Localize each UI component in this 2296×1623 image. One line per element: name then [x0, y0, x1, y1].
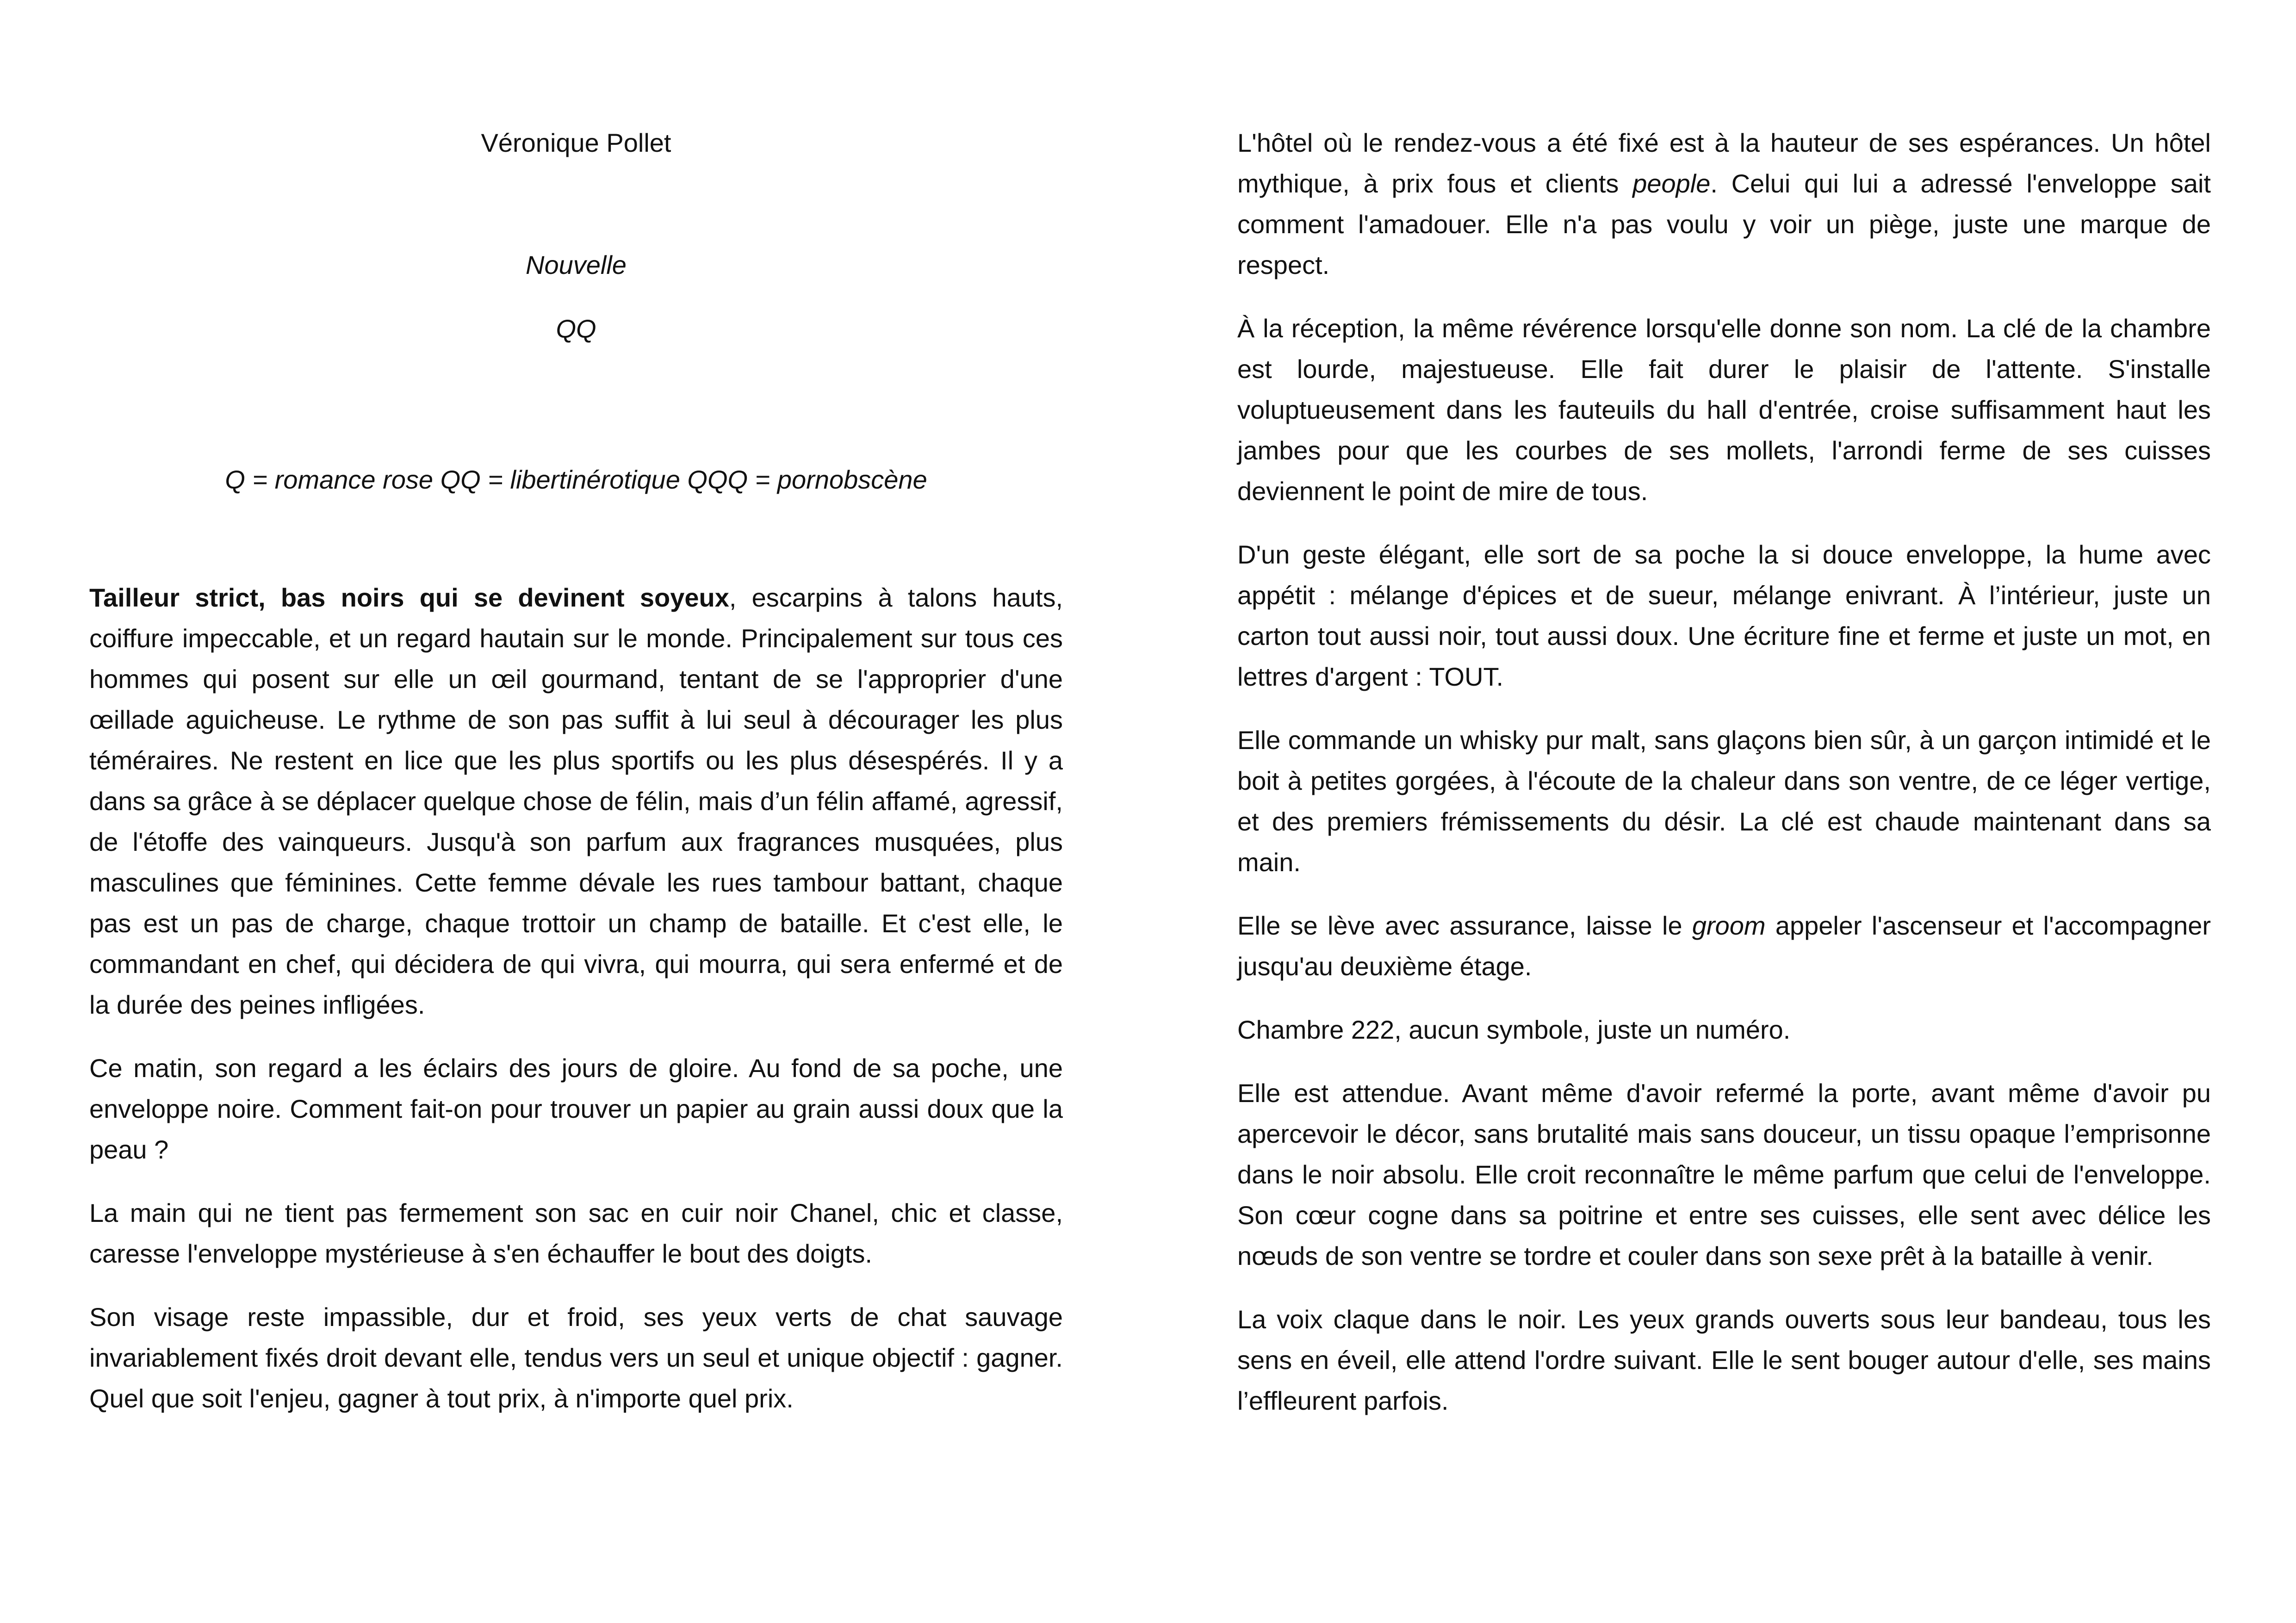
- right-column: [1237, 123, 2211, 1444]
- paragraph-text: Elle se lève avec assurance, laisse le: [1237, 911, 1692, 940]
- left-column: [89, 123, 1063, 1442]
- genre-label: Nouvelle: [526, 250, 627, 279]
- paragraph: [89, 577, 1063, 1025]
- paragraph: Son visage reste impassible, dur et froid, ses yeux verts de chat sauvage invariablement fixés droit devant elle, tendus vers un seul et unique objectif : gagner. Quel que soit l'enjeu, gagner à tout prix, à n'importe quel prix.: [89, 1302, 1063, 1413]
- paragraph-text: L'hôtel où le rendez-vous a été fixé est à la hauteur de ses espérances. Un hôtel mythique, à prix fous et clients: [1237, 128, 2211, 198]
- paragraph-text: . Celui qui lui a adressé l'enveloppe sait comment l'amadouer. Elle n'a pas voulu y voir un piège, juste une marque de respect.: [1237, 169, 2211, 279]
- paragraph: À la réception, la même révérence lorsqu'elle donne son nom. La clé de la chambre est lourde, majestueuse. Elle fait durer le plaisir de l'attente. S'installe voluptueusement dans les fauteuils du hall d'entrée, croise suffisamment haut les jambes pour que les courbes de ses mollets, l'arrondi ferme de ses cuisses deviennent le point de mire de tous.: [1237, 314, 2211, 506]
- paragraph: Elle est attendue. Avant même d'avoir refermé la porte, avant même d'avoir pu apercevoir le décor, sans brutalité mais sans douceur, un tissu opaque l’emprisonne dans le noir absolu. Elle croit reconnaître le même parfum que celui de l'enveloppe. Son cœur cogne dans sa poitrine et entre ses cuisses, elle sent avec délice les nœuds de son ventre se tordre et couler dans son sexe prêt à la bataille à venir.: [1237, 1078, 2211, 1270]
- paragraph: La voix claque dans le noir. Les yeux grands ouverts sous leur bandeau, tous les sens en éveil, elle attend l'ordre suivant. Elle le sent bouger autour d'elle, ses mains l’effleurent parfois.: [1237, 1305, 2211, 1415]
- paragraph: Elle commande un whisky pur malt, sans glaçons bien sûr, à un garçon intimidé et le boit à petites gorgées, à l'écoute de la chaleur dans son ventre, de ce léger vertige, et des premiers frémissements du désir. La clé est chaude maintenant dans sa main.: [1237, 725, 2211, 877]
- paragraph-lead-bold: Tailleur strict, bas noirs qui se devinent soyeux: [89, 583, 729, 612]
- paragraph: D'un geste élégant, elle sort de sa poche la si douce enveloppe, la hume avec appétit : mélange d'épices et de sueur, mélange enivrant. À l’intérieur, juste un carton tout aussi noir, tout aussi doux. Une écriture fine et ferme et juste un mot, en lettres d'argent : TOUT.: [1237, 540, 2211, 691]
- paragraph: [1237, 123, 2211, 285]
- rating-legend: Q = romance rose QQ = libertinérotique QQQ = pornobscène: [225, 465, 927, 494]
- italic-word: groom: [1692, 911, 1766, 940]
- paragraph: Chambre 222, aucun symbole, juste un numéro.: [1237, 1015, 1791, 1044]
- paragraph-text: appeler l'ascenseur et l'accompagner jusqu'au deuxième étage.: [1237, 911, 2211, 981]
- paragraph-text: , escarpins à talons hauts, coiffure impeccable, et un regard hautain sur le monde. Principalement sur tous ces hommes qui posent sur elle un œil gourmand, tentant de se l'approprier d'une œillade aguicheuse. Le rythme de son pas suffit à lui seul à décourager les plus téméraires. Ne restent en lice que les plus sportifs ou les plus désespérés. Il y a dans sa grâce à se déplacer quelque chose de félin, mais d’un félin affamé, agressif, de l'étoffe des vainqueurs. Jusqu'à son parfum aux fragrances musquées, plus masculines que féminines. Cette femme dévale les rues tambour battant, chaque pas est un pas de charge, chaque trottoir un champ de bataille. Et c'est elle, le commandant en chef, qui décidera de qui vivra, qui mourra, qui sera enfermé et de la durée des peines infligées.: [89, 583, 1063, 1019]
- italic-word: people: [1632, 169, 1711, 198]
- rating-label: QQ: [556, 314, 596, 343]
- paragraph: Ce matin, son regard a les éclairs des jours de gloire. Au fond de sa poche, une enveloppe noire. Comment fait-on pour trouver un papier au grain aussi doux que la peau ?: [89, 1053, 1063, 1164]
- paragraph: [1237, 905, 2211, 987]
- author-name: Véronique Pollet: [481, 128, 671, 157]
- paragraph: La main qui ne tient pas fermement son sac en cuir noir Chanel, chic et classe, caresse l'enveloppe mystérieuse à s'en échauffer le bout des doigts.: [89, 1198, 1063, 1268]
